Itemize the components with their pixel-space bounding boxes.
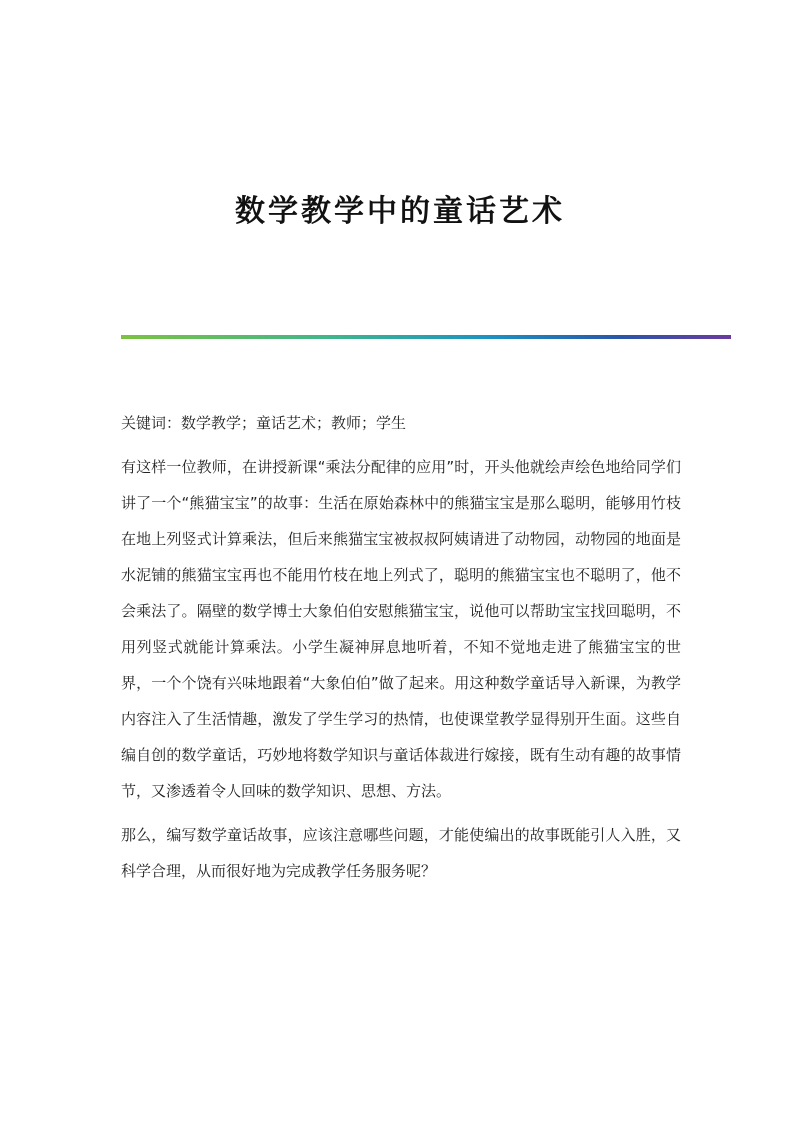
document-body: [121, 405, 681, 897]
title-divider: [121, 335, 731, 339]
body-paragraph-2: 那么，编写数学童话故事，应该注意哪些问题，才能使编出的故事既能引人入胜，又科学合理，从而很好地为完成教学任务服务呢？: [121, 826, 681, 880]
keywords-line: 关键词：数学教学；童话艺术；教师；学生: [121, 414, 407, 432]
body-paragraph-1: 有这样一位教师，在讲授新课“乘法分配律的应用”时，开头他就绘声绘色地给同学们讲了一个“熊猫宝宝”的故事：生活在原始森林中的熊猫宝宝是那么聪明，能够用竹枝在地上列竖式计算乘法，但后来熊猫宝宝被叔叔阿姨请进了动物园，动物园的地面是水泥铺的熊猫宝宝再也不能用竹枝在地上列式了，聪明的熊猫宝宝也不聪明了，他不会乘法了。隔壁的数学博士大象伯伯安慰熊猫宝宝，说他可以帮助宝宝找回聪明，不用列竖式就能计算乘法。小学生凝神屏息地听着，不知不觉地走进了熊猫宝宝的世界，一个个饶有兴味地跟着“大象伯伯”做了起来。用这种数学童话导入新课，为教学内容注入了生活情趣，激发了学生学习的热情，也使课堂教学显得别开生面。这些自编自创的数学童话，巧妙地将数学知识与童话体裁进行嫁接，既有生动有趣的故事情节，又渗透着令人回味的数学知识、思想、方法。: [121, 458, 681, 800]
document-title: 数学教学中的童话艺术: [235, 194, 565, 229]
